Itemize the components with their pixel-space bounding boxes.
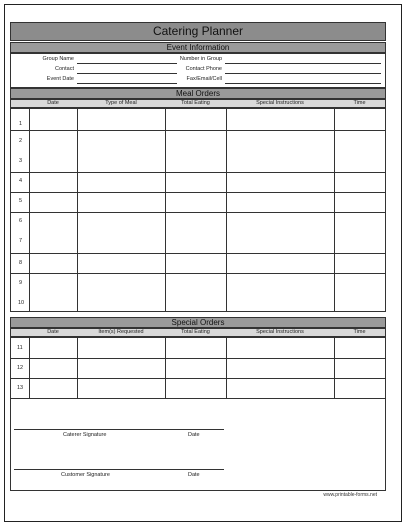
caterer-date-label: Date [188, 432, 200, 438]
meal-row-number: 8 [19, 260, 23, 266]
special-items-header: Item(s) Requested [98, 329, 144, 335]
meal-special-instructions-header: Special Instructions [256, 100, 304, 106]
meal-row-number: 2 [19, 138, 23, 144]
contact-label: Contact [55, 66, 74, 72]
special-total-eating-header: Total Eating [181, 329, 210, 335]
form-title: Catering Planner [10, 22, 386, 41]
meal-orders-heading: Meal Orders [10, 88, 386, 99]
meal-time-header: Time [353, 100, 366, 106]
meal-date-header: Date [47, 100, 59, 106]
event-information-heading: Event Information [10, 42, 386, 53]
special-orders-header-row [10, 328, 386, 337]
caterer-signature-label: Caterer Signature [63, 432, 107, 438]
special-orders-heading: Special Orders [10, 317, 386, 328]
meal-row-number: 1 [19, 121, 23, 127]
meal-row-number: 5 [19, 198, 23, 204]
special-row-number: 13 [17, 385, 24, 391]
meal-row-number: 7 [19, 238, 23, 244]
meal-total-eating-header: Total Eating [181, 100, 210, 106]
meal-row-number: 4 [19, 178, 23, 184]
customer-signature-label: Customer Signature [61, 472, 110, 478]
customer-date-label: Date [188, 472, 200, 478]
customer-signature-line[interactable] [14, 469, 224, 470]
event-date-label: Event Date [46, 76, 74, 82]
group-name-field[interactable] [77, 63, 177, 64]
fax-email-cell-label: Fax/Email/Cell [186, 76, 222, 82]
meal-row-number: 6 [19, 218, 23, 224]
group-name-label: Group Name [42, 56, 74, 62]
event-date-field[interactable] [77, 83, 177, 84]
contact-field[interactable] [77, 73, 177, 74]
special-special-instructions-header: Special Instructions [256, 329, 304, 335]
meal-row-number: 3 [19, 158, 23, 164]
special-row-number: 11 [17, 345, 23, 351]
number-in-group-field[interactable] [225, 63, 381, 64]
contact-phone-label: Contact Phone [185, 66, 222, 72]
meal-row-number: 9 [19, 280, 23, 286]
number-in-group-label: Number in Group [179, 56, 222, 62]
meal-type-header: Type of Meal [105, 100, 137, 106]
special-date-header: Date [47, 329, 59, 335]
fax-email-cell-field[interactable] [225, 83, 381, 84]
meal-orders-header-row [10, 99, 386, 108]
meal-row-number: 10 [18, 300, 25, 306]
footer-url[interactable]: www.printable-forms.net [323, 492, 377, 498]
caterer-signature-line[interactable] [14, 429, 224, 430]
special-time-header: Time [353, 329, 366, 335]
meal-orders-grid [10, 108, 386, 312]
contact-phone-field[interactable] [225, 73, 381, 74]
special-row-number: 12 [17, 365, 24, 371]
special-orders-grid [10, 337, 386, 399]
